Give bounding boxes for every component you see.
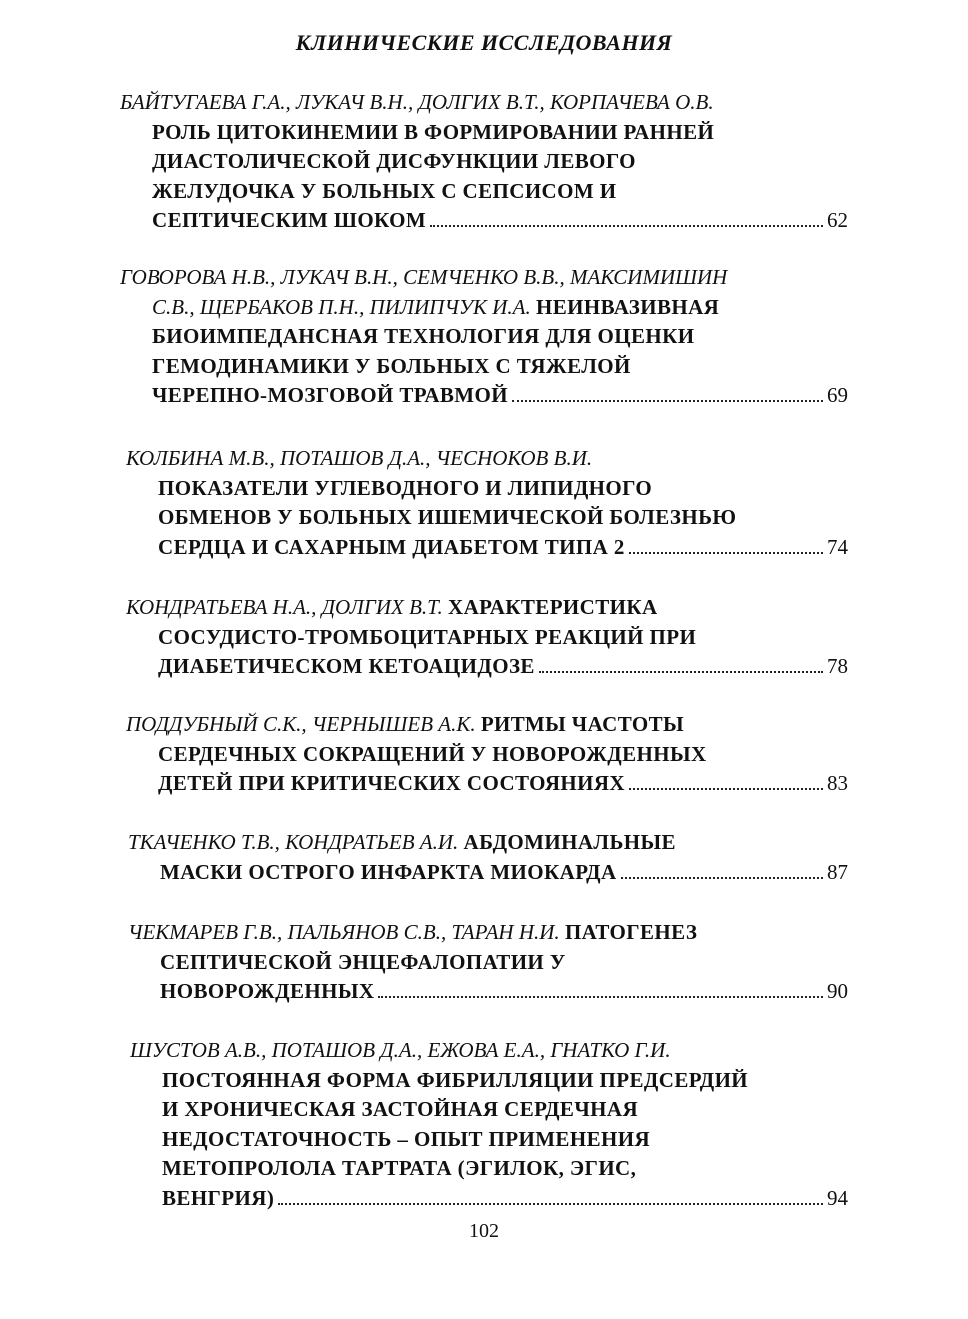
entry-last-line <box>128 858 848 888</box>
entry-authors: ЧЕКМАРЕВ Г.В., ПАЛЬЯНОВ С.В., ТАРАН Н.И. <box>128 920 560 944</box>
entry-title-line: ДИАБЕТИЧЕСКОМ КЕТОАЦИДОЗЕ <box>158 654 535 678</box>
entry-title-start: ХАРАКТЕРИСТИКА <box>448 595 658 619</box>
entry-title-line: ЧЕРЕПНО-МОЗГОВОЙ ТРАВМОЙ <box>152 383 508 407</box>
entry-title-line: И ХРОНИЧЕСКАЯ ЗАСТОЙНАЯ СЕРДЕЧНАЯ <box>162 1097 639 1121</box>
entry-title-line: СЕПТИЧЕСКОЙ ЭНЦЕФАЛОПАТИИ У <box>160 949 566 974</box>
entry-title-line: ВЕНГРИЯ) <box>162 1185 275 1210</box>
entry-title-line: ГЕМОДИНАМИКИ У БОЛЬНЫХ С ТЯЖЕЛОЙ <box>152 353 631 378</box>
entry-authors: С.В., ЩЕРБАКОВ П.Н., ПИЛИПЧУК И.А. <box>152 294 531 319</box>
entry-title-line: НЕДОСТАТОЧНОСТЬ – ОПЫТ ПРИМЕНЕНИЯ <box>162 1126 651 1151</box>
entry-title-start: НЕИНВАЗИВНАЯ <box>536 294 720 319</box>
entry-authors: КОЛБИНА М.В., ПОТАШОВ Д.А., ЧЕСНОКОВ В.И. <box>126 446 593 470</box>
dot-leader <box>430 225 823 227</box>
entry-last-line <box>120 381 848 411</box>
entry-title-line: СЕРДЦА И САХАРНЫМ ДИАБЕТОМ ТИПА 2 <box>158 534 625 559</box>
page-number: 102 <box>469 1220 499 1242</box>
entry-last-line <box>128 977 848 1007</box>
entry-last-line <box>126 533 848 563</box>
entry-last-line <box>130 1184 848 1214</box>
entry-last-line <box>126 769 848 799</box>
dot-leader <box>512 400 823 402</box>
toc-entry-1[interactable] <box>120 88 848 236</box>
entry-page-number: 78 <box>827 654 848 678</box>
dot-leader <box>629 552 823 554</box>
entry-title-line: БИОИМПЕДАНСНАЯ ТЕХНОЛОГИЯ ДЛЯ ОЦЕНКИ <box>152 324 695 348</box>
dot-leader <box>621 877 823 879</box>
section-title: КЛИНИЧЕСКИЕ ИССЛЕДОВАНИЯ <box>295 30 673 55</box>
entry-title-line: ПОСТОЯННАЯ ФОРМА ФИБРИЛЛЯЦИИ ПРЕДСЕРДИЙ <box>162 1067 749 1092</box>
toc-entry-5[interactable] <box>126 710 848 799</box>
toc-entry-7[interactable] <box>128 918 848 1007</box>
toc-entry-3[interactable] <box>126 444 848 562</box>
entry-title-line: МЕТОПРОЛОЛА ТАРТРАТА (ЭГИЛОК, ЭГИС, <box>162 1156 637 1180</box>
entry-last-line <box>120 206 848 236</box>
entry-page-number: 62 <box>827 208 848 232</box>
entry-title-line: ДИАСТОЛИЧЕСКОЙ ДИСФУНКЦИИ ЛЕВОГО <box>152 149 636 173</box>
entry-authors: ШУСТОВ А.В., ПОТАШОВ Д.А., ЕЖОВА Е.А., ГНАТКО Г.И. <box>130 1038 671 1062</box>
entry-authors: ТКАЧЕНКО Т.В., КОНДРАТЬЕВ А.И. <box>128 830 459 854</box>
entry-title-start: РИТМЫ ЧАСТОТЫ <box>480 712 685 736</box>
entry-title-line: ПОКАЗАТЕЛИ УГЛЕВОДНОГО И ЛИПИДНОГО <box>158 475 653 500</box>
entry-title-line: ЖЕЛУДОЧКА У БОЛЬНЫХ С СЕПСИСОМ И <box>152 178 617 203</box>
entry-title-line: СЕПТИЧЕСКИМ ШОКОМ <box>152 208 427 232</box>
entry-title-line: ДЕТЕЙ ПРИ КРИТИЧЕСКИХ СОСТОЯНИЯХ <box>158 771 625 795</box>
entry-authors: БАЙТУГАЕВА Г.А., ЛУКАЧ В.Н., ДОЛГИХ В.Т., КОРПАЧЕВА О.В. <box>120 90 714 114</box>
entry-page-number: 94 <box>827 1185 848 1210</box>
entry-title-line: МАСКИ ОСТРОГО ИНФАРКТА МИОКАРДА <box>160 859 617 884</box>
entry-title-line: РОЛЬ ЦИТОКИНЕМИИ В ФОРМИРОВАНИИ РАННЕЙ <box>152 119 715 144</box>
toc-entry-6[interactable] <box>128 828 848 887</box>
entry-title-line: ОБМЕНОВ У БОЛЬНЫХ ИШЕМИЧЕСКОЙ БОЛЕЗНЬЮ <box>158 505 737 529</box>
entry-page-number: 83 <box>827 771 848 795</box>
toc-entry-8[interactable] <box>130 1036 848 1213</box>
entry-page-number: 69 <box>827 383 848 407</box>
entry-title-line: СОСУДИСТО-ТРОМБОЦИТАРНЫХ РЕАКЦИЙ ПРИ <box>158 624 697 649</box>
entry-title-line: НОВОРОЖДЕННЫХ <box>160 979 375 1003</box>
entry-authors: ГОВОРОВА Н.В., ЛУКАЧ В.Н., СЕМЧЕНКО В.В., МАКСИМИШИН <box>120 265 728 289</box>
dot-leader <box>278 1203 823 1205</box>
entry-title-start: ПАТОГЕНЕЗ <box>564 920 698 944</box>
entry-page-number: 90 <box>827 979 848 1003</box>
entry-authors: КОНДРАТЬЕВА Н.А., ДОЛГИХ В.Т. <box>126 595 443 619</box>
entry-title-line: СЕРДЕЧНЫХ СОКРАЩЕНИЙ У НОВОРОЖДЕННЫХ <box>158 741 707 766</box>
entry-authors: ПОДДУБНЫЙ С.К., ЧЕРНЫШЕВ А.К. <box>126 712 476 736</box>
entry-page-number: 74 <box>827 534 848 559</box>
dot-leader <box>378 996 823 998</box>
entry-last-line <box>126 652 848 682</box>
dot-leader <box>629 788 823 790</box>
entry-page-number: 87 <box>827 859 848 884</box>
entry-title-start: АБДОМИНАЛЬНЫЕ <box>463 830 676 854</box>
toc-entry-4[interactable] <box>126 593 848 682</box>
dot-leader <box>539 671 823 673</box>
toc-entry-2[interactable] <box>120 263 848 411</box>
